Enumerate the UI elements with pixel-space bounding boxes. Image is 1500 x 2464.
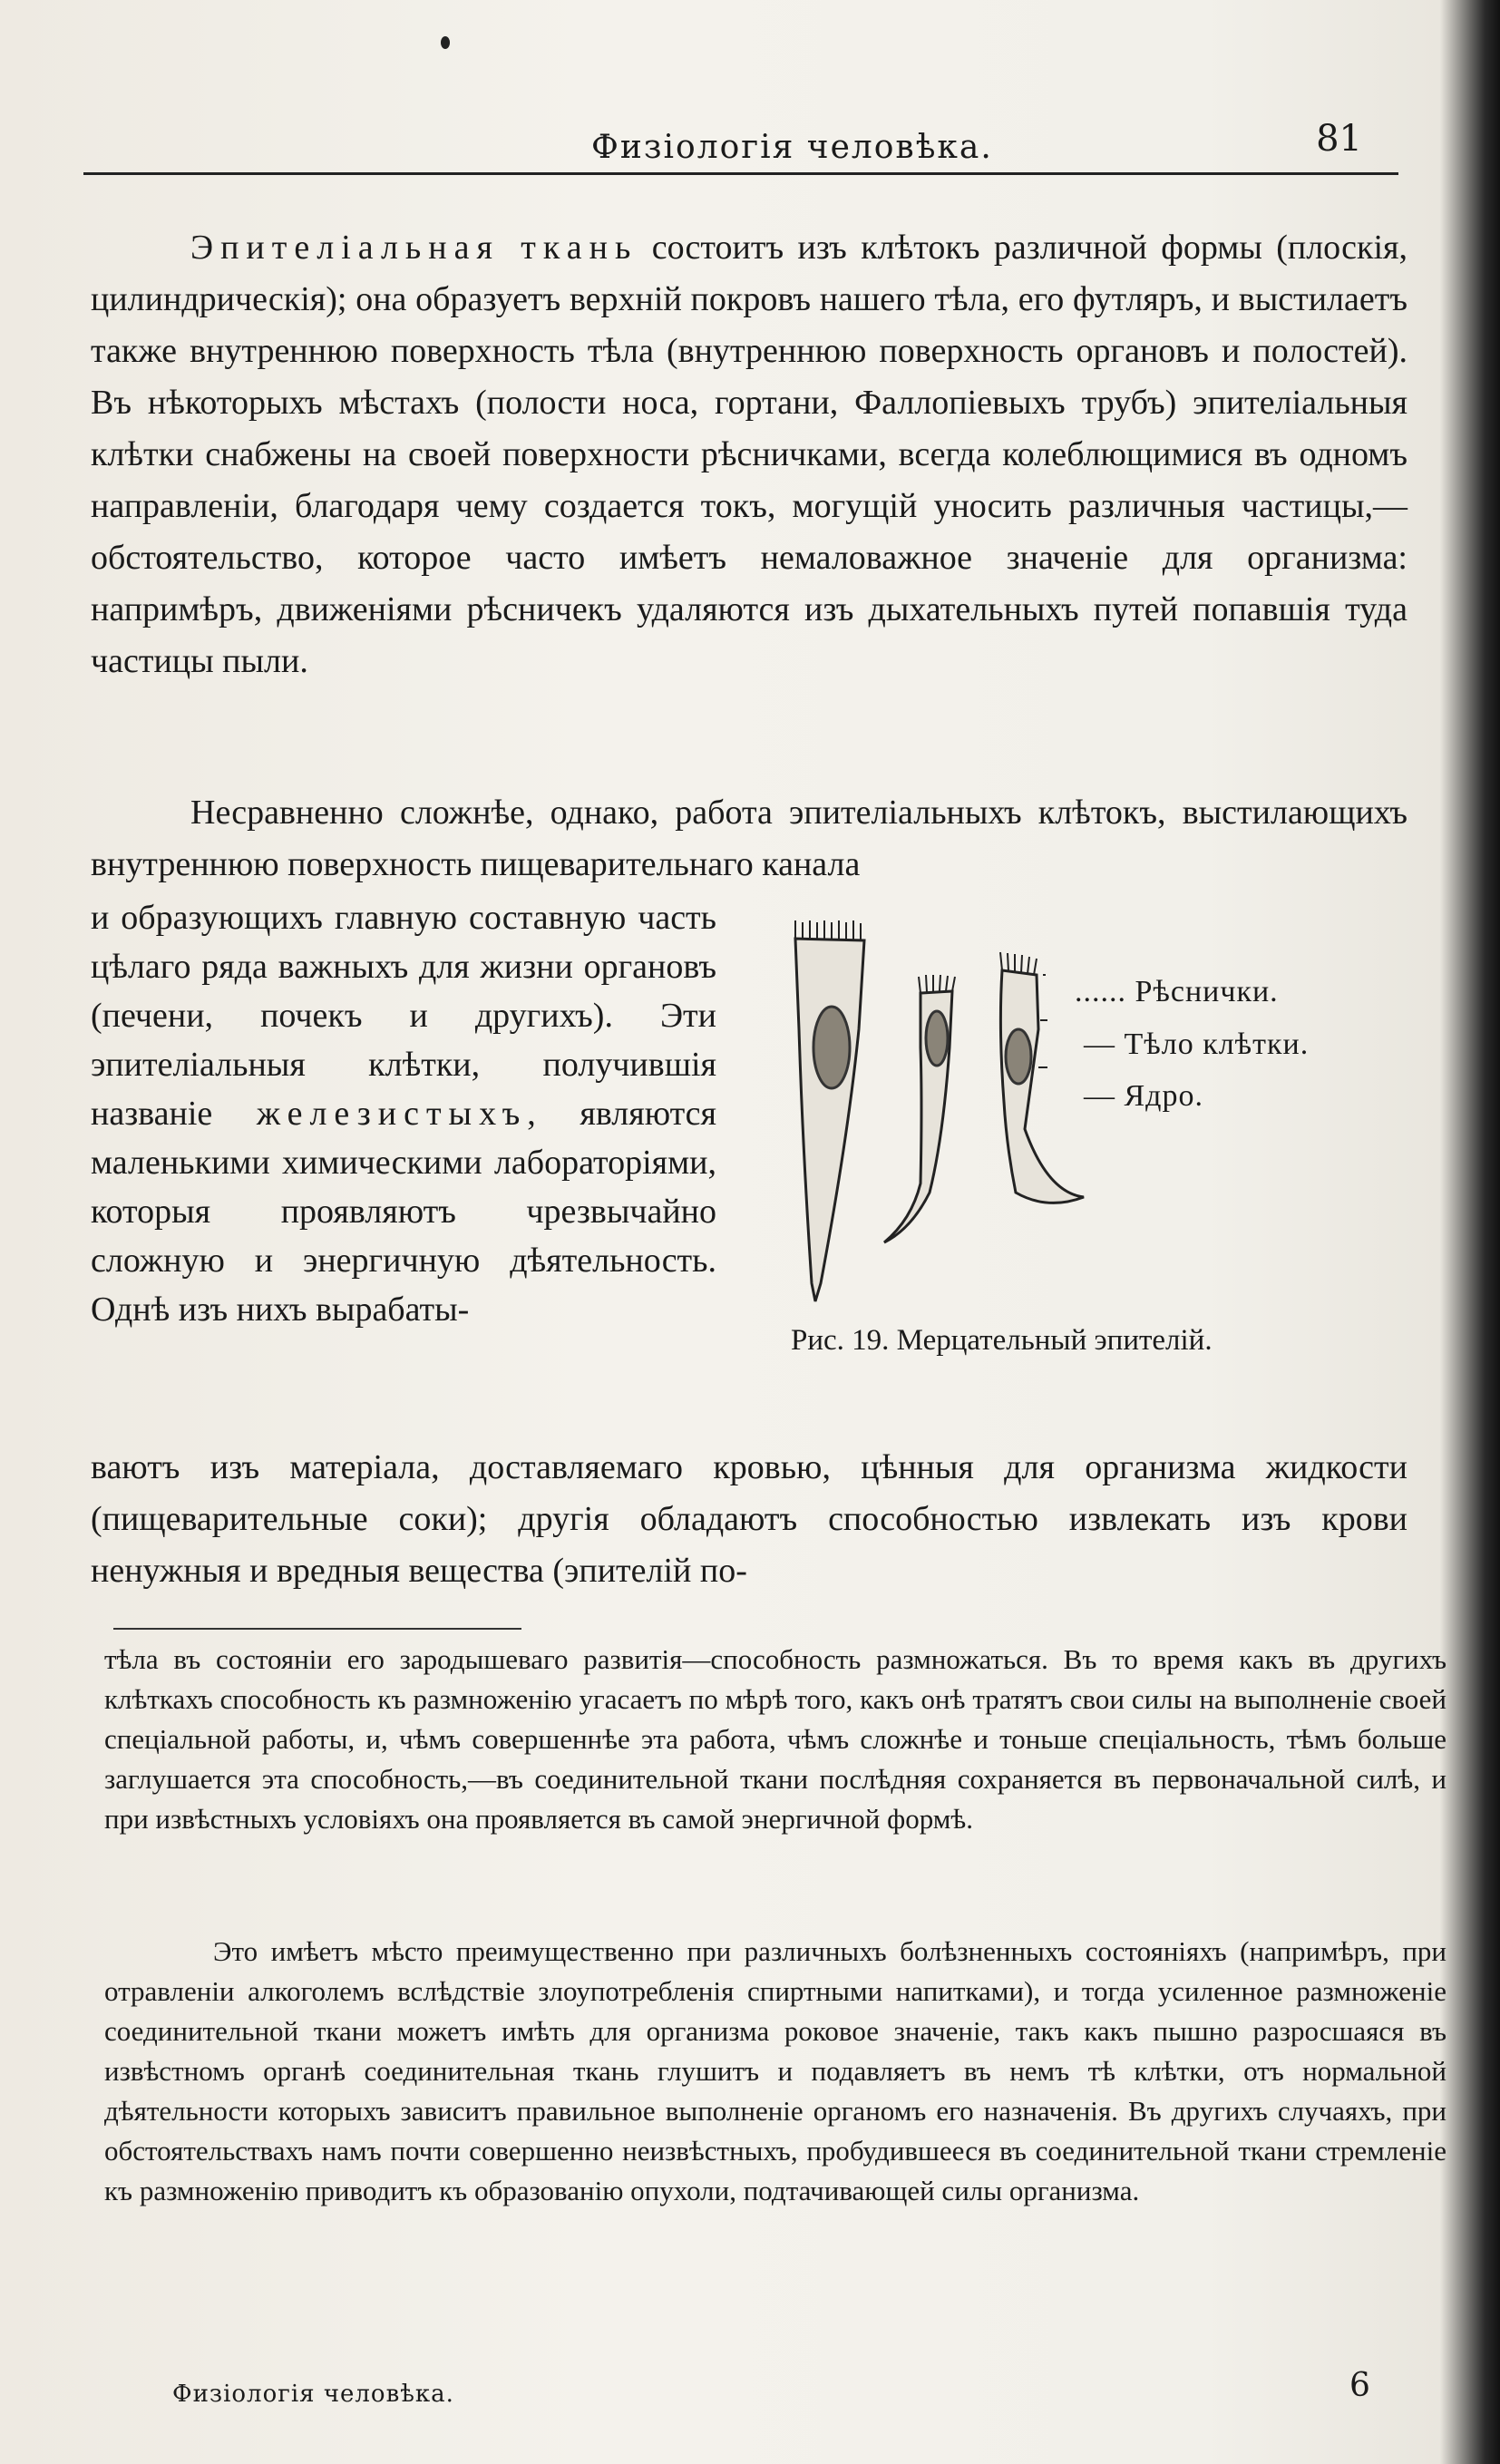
footnote-part-1 bbox=[104, 1640, 1446, 1839]
term-glandular: железистыхъ bbox=[256, 1095, 528, 1133]
paragraph-1-text: состоитъ изъ клѣтокъ различной формы (плоскiя, цилиндрическiя); она образуетъ верхнiй покровъ нашего тѣла, его футляръ, и выстилаетъ также внутреннюю поверхность тѣла (внутреннюю поверхность органовъ и полостей). Въ нѣкоторыхъ мѣстахъ (полости носа, гортани, Фаллопiевыхъ трубъ) эпителiальныя клѣтки снабжены на своей поверхности рѣсничками, всегда колеблющимися въ одномъ направленiи, благодаря чему создается токъ, могущiй уносить различныя частицы,—обстоятельство, которое часто имѣетъ немаловажное значенiе для организма: напримѣръ, движенiями рѣсничекъ удаляются изъ дыхательныхъ путей попавшiя туда частицы пыли. bbox=[91, 229, 1407, 680]
paragraph-glandular-start bbox=[91, 787, 1407, 891]
paragraph-epithelial bbox=[91, 222, 1407, 687]
paragraph-2-continued: ваютъ изъ матерiала, доставляемаго кровью, цѣнныя для организма жидкости (пищеварительные соки); другiя обладаютъ способностью извлекать изъ крови ненужныя и вредныя вещества (эпителiй по- bbox=[91, 1448, 1407, 1590]
page-number: 81 bbox=[1316, 118, 1362, 160]
label-cilia: ...... Рѣснички. bbox=[1075, 975, 1279, 1008]
sheet-signature: Физiологiя человѣка. bbox=[172, 2381, 454, 2408]
footnote-divider bbox=[113, 1628, 521, 1630]
paragraph-2-wrap-a: и образующихъ главную составную часть цѣлаго ряда важныхъ для жизни органовъ (печени, почекъ и другихъ). Эти эпителiальныя клѣтки, получившiя названiе bbox=[91, 899, 716, 1133]
label-nucleus: — Ядро. bbox=[1084, 1079, 1203, 1113]
label-cell-body: — Тѣло клѣтки. bbox=[1084, 1027, 1310, 1061]
paragraph-glandular-continued bbox=[91, 1442, 1407, 1597]
figure-ciliated-epithelium bbox=[775, 920, 1410, 1392]
paragraph-2-start: Несравненно сложнѣе, однако, работа эпителiальныхъ клѣтокъ, выстилающихъ внутреннюю поверхность пищеварительнаго канала bbox=[91, 794, 1407, 883]
ink-dot bbox=[441, 36, 450, 49]
running-title: Физiологiя человѣка. bbox=[591, 129, 993, 166]
running-header bbox=[83, 109, 1398, 175]
footnote-part-2 bbox=[104, 1932, 1446, 2211]
footnote-1-text: тѣла въ состоянiи его зародышеваго развитiя—способность размножаться. Въ то время какъ въ другихъ клѣткахъ способность къ размноженiю угасаетъ по мѣрѣ того, какъ онѣ тратятъ свои силы на выполненiе своей спецiальной работы, и, чѣмъ совершеннѣе эта работа, чѣмъ сложнѣе и тоньше спецiальность, тѣмъ больше заглушается эта способность,—въ соединительной ткани послѣдняя сохраняется въ первоначальной силѣ, и при извѣстныхъ условiяхъ она проявляется въ самой энергичной формѣ. bbox=[104, 1643, 1446, 1835]
term-epithelial-tissue: Эпителiальная ткань bbox=[190, 229, 638, 267]
paragraph-2-wrap-b: , являются маленькими химическими лабораторiями, которыя проявляютъ чрезвычайно сложную и энергичную дѣятельность. Однѣ изъ нихъ вырабаты- bbox=[91, 1095, 716, 1329]
footnote-2-text: Это имѣетъ мѣсто преимущественно при различныхъ болѣзненныхъ состоянiяхъ (напримѣръ, при отравленiи алкоголемъ вслѣдствiе злоупотребленiя спиртными напитками), и тогда усиленное размноженiе соединительной ткани можетъ имѣть для организма роковое значенiе, такъ какъ пышно разросшаяся въ извѣстномъ органѣ соединительная ткань глушитъ и подавляетъ въ немъ тѣ клѣтки, отъ нормальной дѣятельности которыхъ зависитъ правильное выполненiе органомъ его назначенiя. Въ другихъ случаяхъ, при обстоятельствахъ намъ почти совершенно неизвѣстныхъ, пробудившееся въ соединительной ткани стремленiе къ размноженiю приводитъ къ образованiю опухоли, подтачивающей силы организма. bbox=[104, 1935, 1446, 2206]
paragraph-glandular-wrap bbox=[91, 893, 716, 1334]
sheet-number: 6 bbox=[1349, 2367, 1370, 2404]
figure-caption: Рис. 19. Мерцательный эпителiй. bbox=[791, 1324, 1213, 1357]
